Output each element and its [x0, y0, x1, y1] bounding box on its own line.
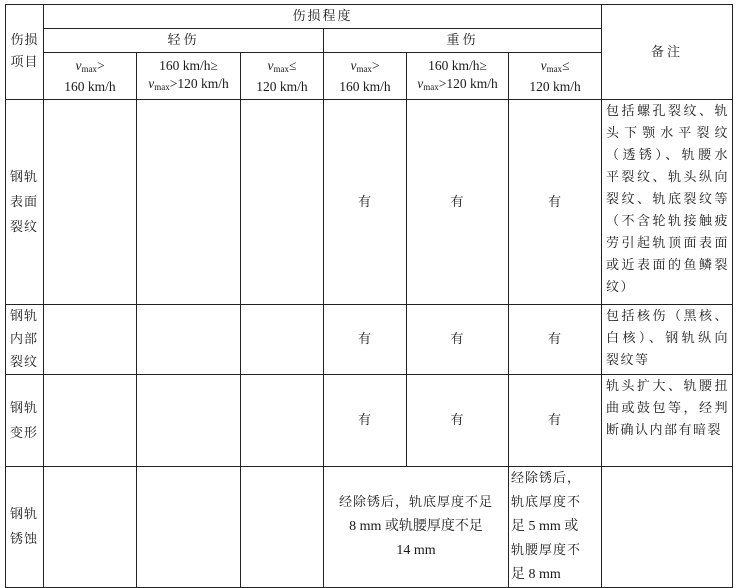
cell-empty	[137, 100, 241, 305]
speed-header-heavy-high: $v_{max}>$ 160 km/h	[324, 53, 407, 100]
cell-heavy-high: 有	[324, 100, 407, 305]
row-name-deformation: 钢轨 变形	[6, 375, 44, 467]
row-name-surface-crack: 钢轨 表面 裂纹	[6, 100, 44, 305]
cell-empty	[241, 305, 324, 375]
cell-heavy-low: 有	[509, 100, 602, 305]
cell-empty	[241, 100, 324, 305]
cell-heavy-low: 有	[509, 375, 602, 467]
cell-empty	[44, 375, 137, 467]
speed-header-light-low: $v_{max}\le$ 120 km/h	[241, 53, 324, 100]
remark-corrosion	[602, 467, 733, 588]
speed-header-heavy-low: $v_{max}\le$ 120 km/h	[509, 53, 602, 100]
speed-header-light-mid: 160 km/h≥ $v_{max}>120$ km/h	[137, 53, 241, 100]
cell-heavy-mid: 有	[407, 375, 509, 467]
damage-degree-header: 伤损程度	[44, 5, 602, 29]
cell-heavy-mid: 有	[407, 100, 509, 305]
cell-empty	[241, 467, 324, 588]
speed-header-light-high: $v_{max}>$ 160 km/h	[44, 53, 137, 100]
corrosion-heavy-criteria: 经除锈后，轨底厚度不足 8 mm 或轨腰厚度不足 14 mm	[324, 467, 509, 588]
cell-heavy-high: 有	[324, 305, 407, 375]
cell-empty	[44, 305, 137, 375]
remarks-header: 备注	[602, 5, 733, 100]
damage-item-header: 伤损 项目	[6, 5, 44, 100]
speed-header-heavy-mid: 160 km/h≥ $v_{max}>120$ km/h	[407, 53, 509, 100]
row-name-corrosion: 钢轨 锈蚀	[6, 467, 44, 588]
cell-empty	[137, 467, 241, 588]
light-damage-header: 轻伤	[44, 29, 324, 53]
row-name-internal-crack: 钢轨 内部 裂纹	[6, 305, 44, 375]
cell-empty	[137, 375, 241, 467]
remark-surface-crack: 包括螺孔裂纹、轨头下颚水平裂纹（透锈）、轨腰水平裂纹、轨头纵向裂纹、轨底裂纹等（不含轮轨接触疲劳引起轨顶面表面或近表面的鱼鳞裂纹）	[602, 100, 733, 305]
remark-deformation: 轨头扩大、轨腰扭曲或鼓包等，经判断确认内部有暗裂	[602, 375, 733, 467]
cell-empty	[44, 467, 137, 588]
cell-empty	[137, 305, 241, 375]
cell-heavy-low: 有	[509, 305, 602, 375]
rail-damage-table	[5, 4, 733, 588]
cell-heavy-high: 有	[324, 375, 407, 467]
remark-internal-crack: 包括核伤（黑核、白核）、钢轨纵向裂纹等	[602, 305, 733, 375]
corrosion-heavy-low-criteria: 经除锈后， 轨底厚度不 足 5 mm 或 轨腰厚度不 足 8 mm	[509, 467, 602, 588]
cell-empty	[44, 100, 137, 305]
cell-empty	[241, 375, 324, 467]
cell-heavy-mid: 有	[407, 305, 509, 375]
heavy-damage-header: 重伤	[324, 29, 602, 53]
